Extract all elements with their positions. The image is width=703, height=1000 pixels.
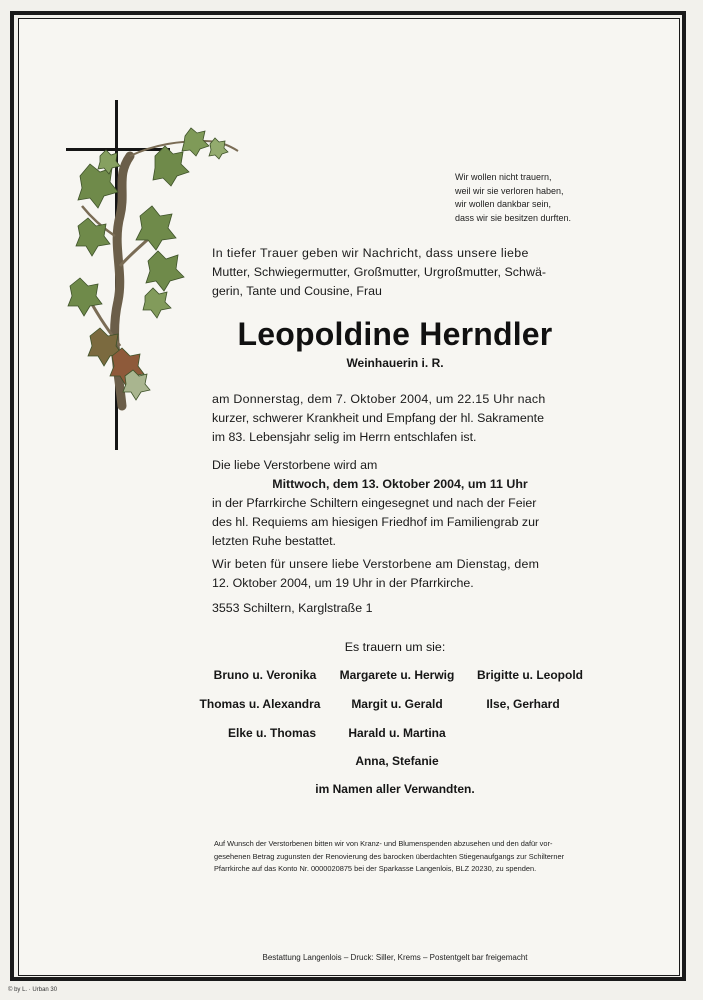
motto-line: dass wir sie besitzen durften.	[455, 212, 572, 223]
donation-line: gesehenen Betrag zugunsten der Renovierung des barocken überdachten Stiegenaufgangs zur Schilterner	[214, 851, 565, 861]
death-line: im 83. Lebensjahr selig im Herrn entschlafen ist.	[212, 430, 477, 444]
donation-note	[214, 838, 584, 876]
printer-line: Bestattung Langenlois – Druck: Siller, Krems – Postentgelt bar freigemacht	[262, 953, 528, 962]
funeral-paragraph	[212, 456, 588, 551]
intro-paragraph	[212, 244, 588, 301]
funeral-line: in der Pfarrkirche Schiltern eingesegnet und nach der Feier	[212, 496, 537, 510]
mourner-name: Margarete u. Herwig	[339, 668, 455, 682]
death-line: am Donnerstag, dem 7. Oktober 2004, um 22.15 Uhr nach	[212, 392, 546, 406]
motto-line: wir wollen dankbar sein,	[455, 199, 552, 209]
mourner-name: Elke u. Thomas	[227, 726, 317, 740]
intro-line: Mutter, Schwiegermutter, Großmutter, Urgroßmutter, Schwä-	[212, 265, 547, 279]
address: 3553 Schiltern, Karglstraße 1	[212, 601, 373, 615]
mourners-heading: Es trauern um sie:	[344, 640, 446, 654]
mourner-name: Anna, Stefanie	[355, 754, 439, 768]
prayer-line: Wir beten für unsere liebe Verstorbene am Dienstag, dem	[212, 557, 540, 571]
death-line: kurzer, schwerer Krankheit und Empfang der hl. Sakramente	[212, 411, 544, 425]
deceased-occupation: Weinhauerin i. R.	[346, 356, 444, 370]
mourners-closing: im Namen aller Verwandten.	[315, 782, 475, 796]
mourner-name: Harald u. Martina	[348, 726, 446, 740]
mourner-name: Margit u. Gerald	[351, 697, 443, 711]
deceased-name: Leopoldine Herndler	[237, 316, 553, 352]
mourner-name: Thomas u. Alexandra	[199, 697, 321, 711]
mourner-name: Ilse, Gerhard	[486, 697, 560, 711]
mourner-name: Bruno u. Veronika	[213, 668, 317, 682]
copyright: © by L. · Urban 30	[8, 987, 58, 993]
death-paragraph	[212, 390, 588, 447]
intro-line: gerin, Tante und Cousine, Frau	[212, 284, 382, 298]
funeral-date: Mittwoch, dem 13. Oktober 2004, um 11 Uhr	[272, 477, 528, 491]
prayer-paragraph	[212, 555, 588, 593]
mourner-name: Brigitte u. Leopold	[477, 668, 583, 682]
donation-line: Pfarrkirche auf das Konto Nr. 0000020875 bei der Sparkasse Langenlois, BLZ 20230, zu spenden.	[214, 864, 537, 874]
motto-line: weil wir sie verloren haben,	[455, 185, 564, 196]
prayer-line: 12. Oktober 2004, um 19 Uhr in der Pfarrkirche.	[212, 576, 474, 590]
funeral-line: letzten Ruhe bestattet.	[212, 534, 336, 548]
motto-verse	[455, 171, 595, 225]
motto-line: Wir wollen nicht trauern,	[455, 172, 552, 182]
intro-line: In tiefer Trauer geben wir Nachricht, dass unsere liebe	[212, 246, 529, 260]
funeral-intro: Die liebe Verstorbene wird am	[212, 458, 378, 472]
funeral-line: des hl. Requiems am hiesigen Friedhof im Familiengrab zur	[212, 515, 540, 529]
donation-line: Auf Wunsch der Verstorbenen bitten wir von Kranz- und Blumenspenden abzusehen und den dafür vor-	[214, 839, 553, 848]
